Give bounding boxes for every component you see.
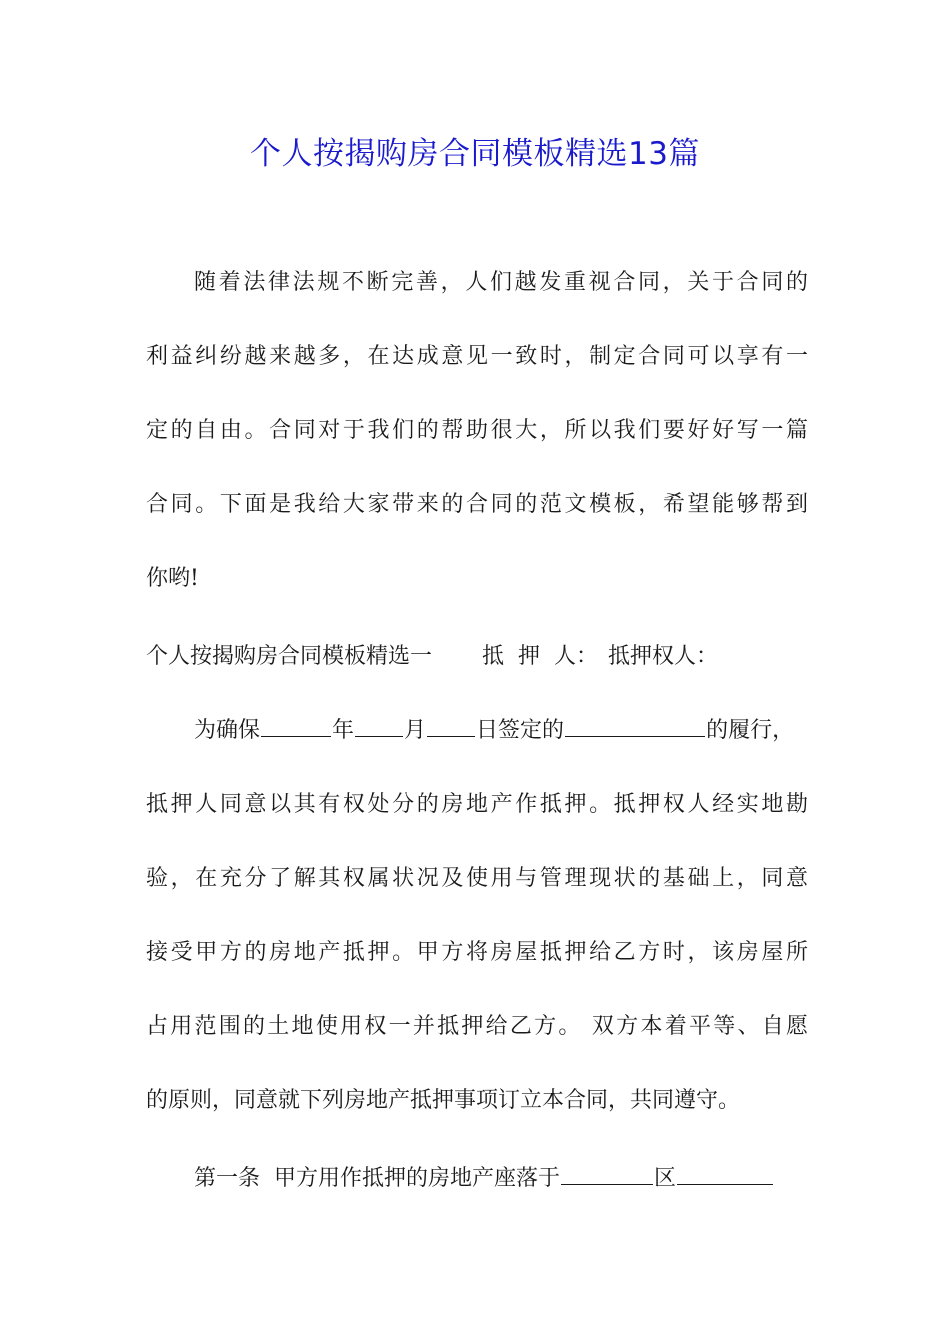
section-heading: 个人按揭购房合同模板精选一 [146, 644, 433, 669]
intro-line-3: 定的自由。合同对于我们的帮助很大，所以我们要好好写一篇 [146, 418, 808, 443]
blank-month[interactable] [355, 714, 403, 737]
clause-paragraph [146, 694, 808, 1138]
intro-line-4: 合同。下面是我给大家带来的合同的范文模板，希望能够帮到 [146, 492, 808, 517]
clause-line-1: 为确保 年 月 日签定的 的履行， [146, 694, 808, 768]
clause-line-6: 的原则，同意就下列房地产抵押事项订立本合同，共同遵守。 [146, 1088, 741, 1113]
clause-line-2: 抵押人同意以其有权处分的房地产作抵押。抵押权人经实地勘 [146, 792, 808, 817]
intro-line-2: 利益纠纷越来越多，在达成意见一致时，制定合同可以享有一 [146, 344, 808, 369]
section-heading-line [146, 620, 808, 694]
article-1-district: 区 [654, 1166, 677, 1191]
intro-paragraph [146, 246, 808, 616]
party-mortgagor-label: 抵 押 人： [482, 644, 598, 669]
clause-line-4: 接受甲方的房地产抵押。甲方将房屋抵押给乙方时，该房屋所 [146, 940, 808, 965]
blank-year[interactable] [261, 714, 331, 737]
clause-line-3: 验，在充分了解其权属状况及使用与管理现状的基础上，同意 [146, 866, 808, 891]
intro-line-5: 你哟! [146, 566, 199, 591]
article-1-text: 第一条 甲方用作抵押的房地产座落于 [194, 1166, 560, 1191]
blank-district-detail[interactable] [677, 1162, 773, 1185]
intro-line-1: 随着法律法规不断完善，人们越发重视合同，关于合同的 [194, 270, 808, 295]
document-title: 个人按揭购房合同模板精选13篇 [250, 136, 700, 172]
blank-location[interactable] [561, 1162, 653, 1185]
clause-line-5: 占用范围的土地使用权一并抵押给乙方。 双方本着平等、自愿 [146, 1014, 808, 1039]
party-mortgagee-label: 抵押权人： [608, 644, 719, 669]
article-1 [146, 1142, 808, 1216]
blank-day[interactable] [427, 714, 475, 737]
blank-contract-name[interactable] [565, 714, 705, 737]
